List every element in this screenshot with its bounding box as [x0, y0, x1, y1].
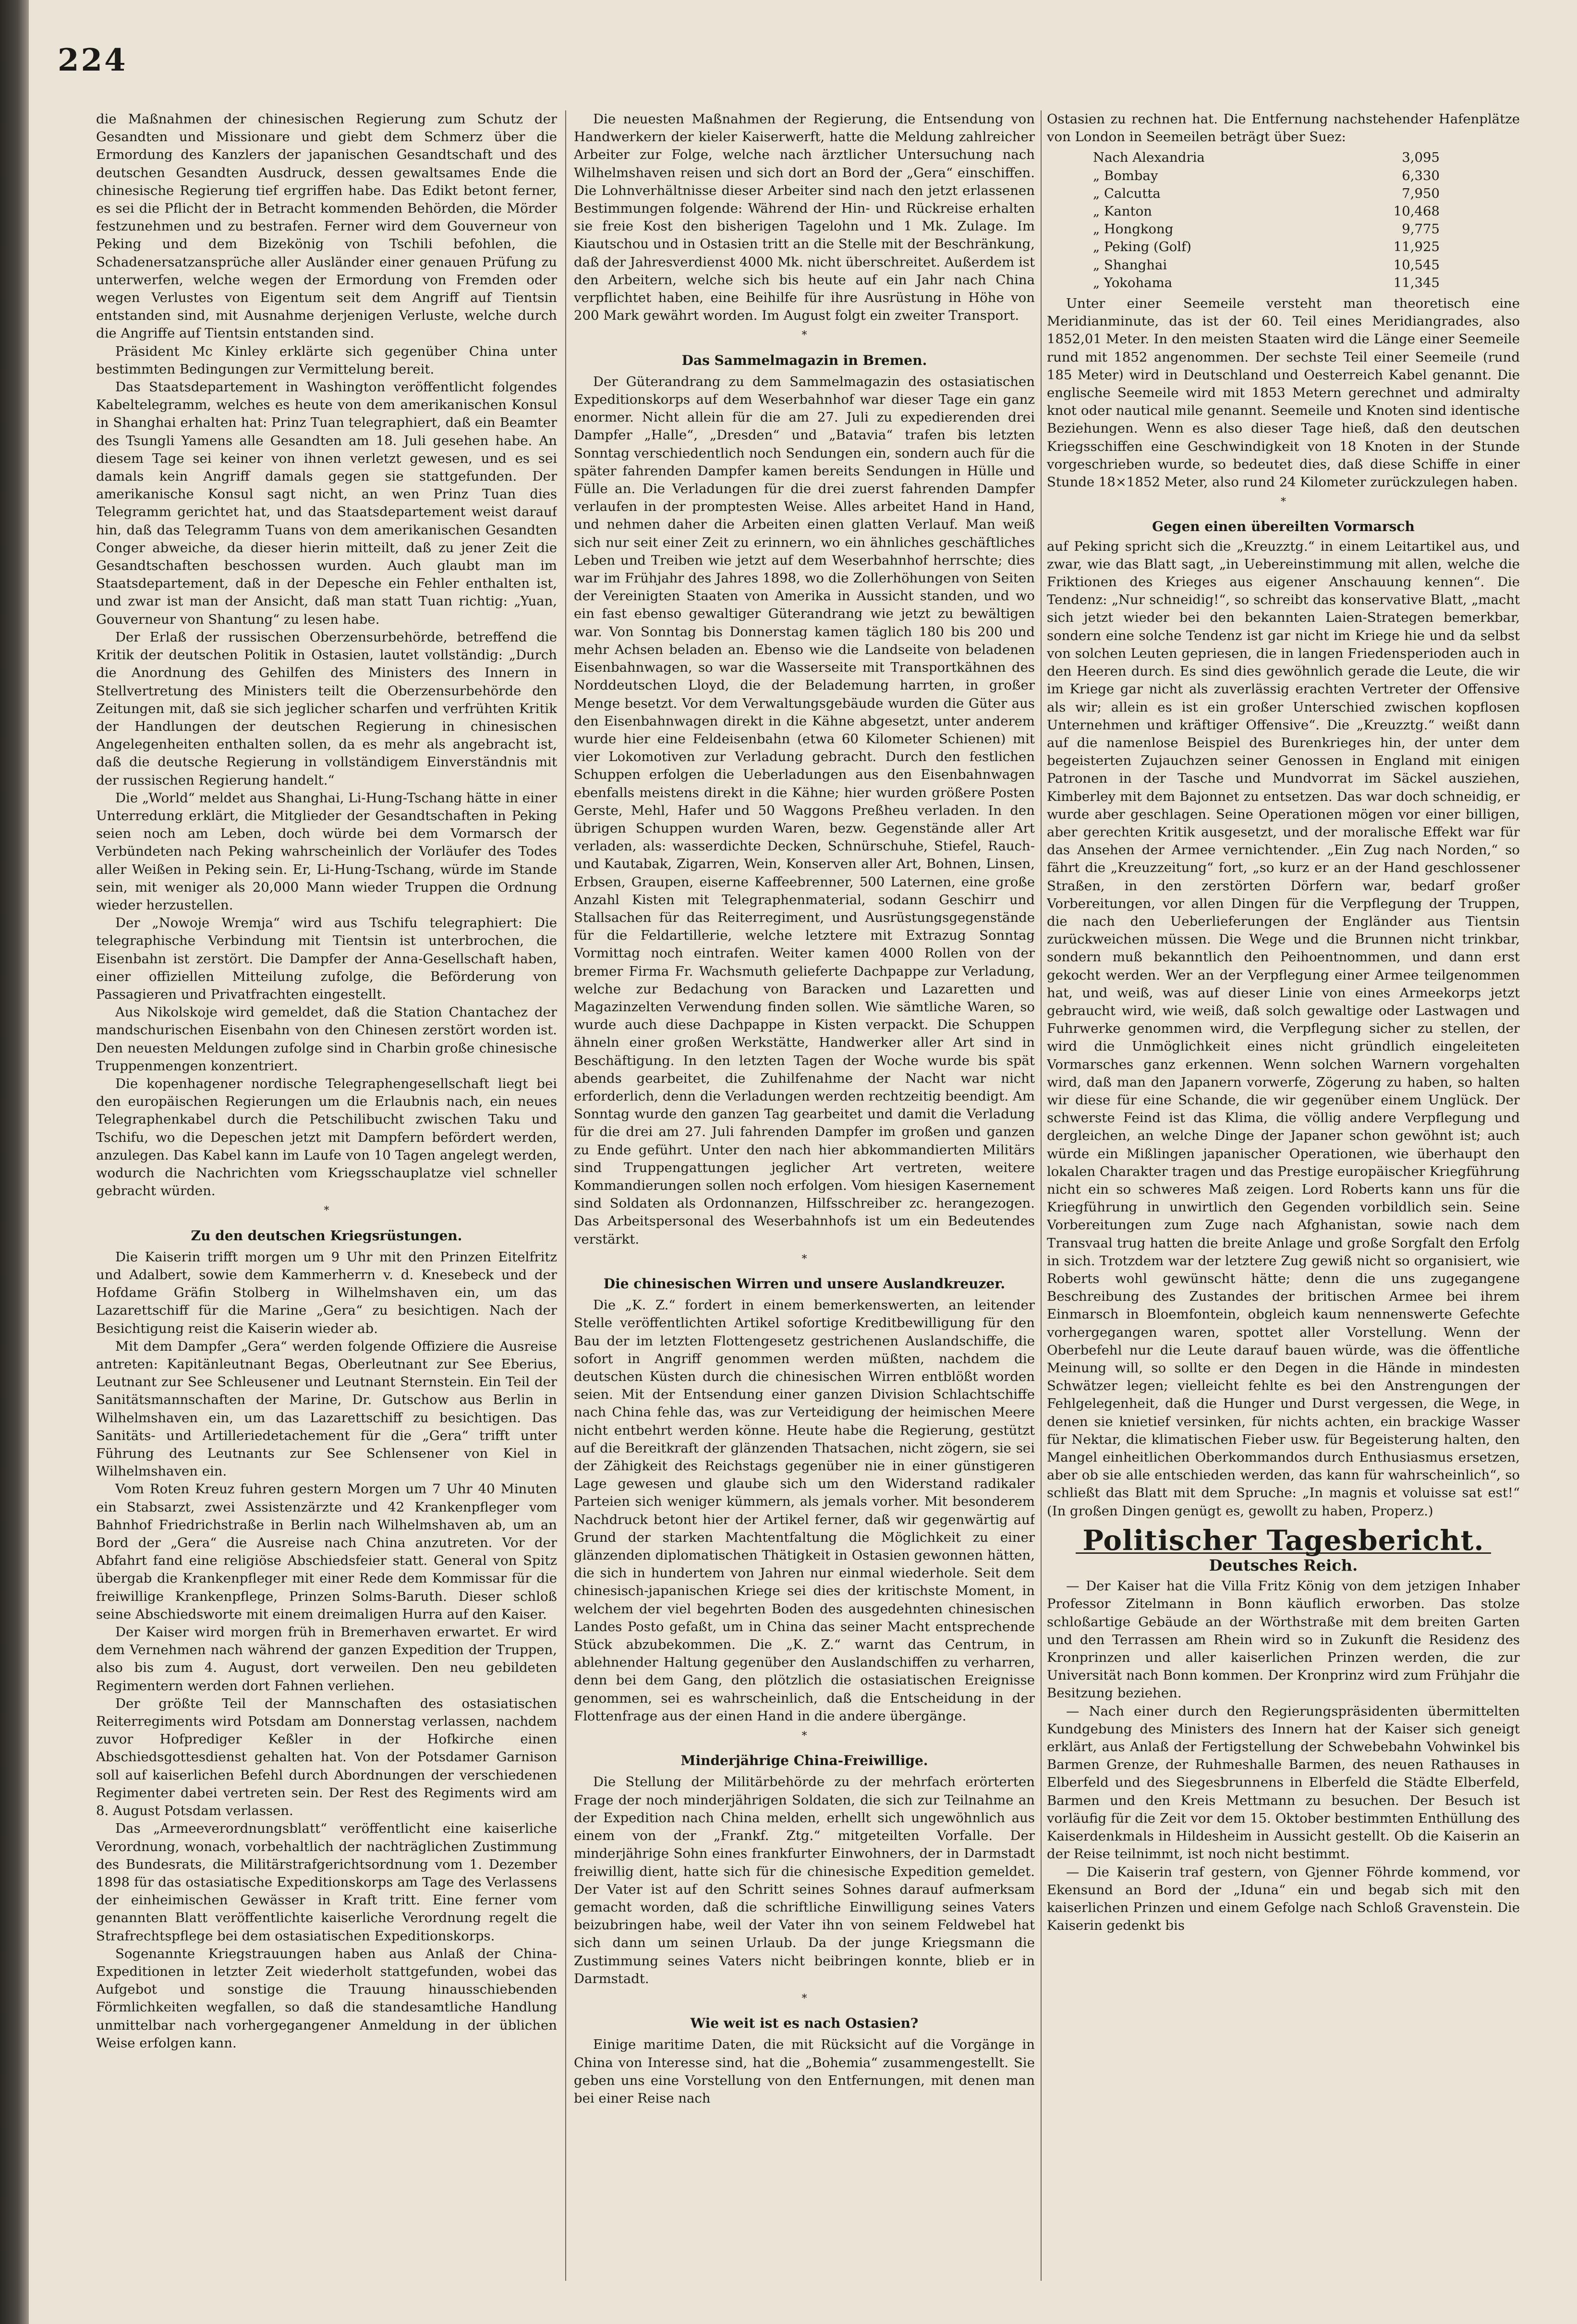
distance-row — [1090, 167, 1443, 185]
article-paragraph: Sogenannte Kriegstrauungen haben aus Anlaß der China-Expeditionen in letzter Zeit wiederholt stattgefunden, wobei das Aufgebot und sonstige die Trauung hinausschiebenden Förmlichkeiten wegfallen, so daß die standesamtliche Handlung unmittelbar nach vorhergegangener Anmeldung in der üblichen Weise erfolgen kann. — [96, 1946, 557, 2051]
article-paragraph: Das Staatsdepartement in Washington veröffentlicht folgendes Kabeltelegramm, welches es heute von dem amerikanischen Konsul in Shanghai erhalten hat: Prinz Tuan telegraphiert, daß ein Beamter des Tsungli Yamens alle Gesandten am 18. Juli gesehen habe. An diesem Tage sei keiner von ihnen verletzt gewesen, und es sei damals kein Angriff damals gegen sie stattgefunden. Der amerikanische Konsul sagt nicht, an wen Prinz Tuan dies Telegramm gerichtet hat, und das Staatsdepartement weist darauf hin, daß das Telegramm Tuans von dem amerikanischen Gesandten Conger abweiche, da dieser hierin mitteilt, daß zu jener Zeit die Gesandtschaften beschossen wurden. Auch glaubt man im Staatsdepartement, daß in der Depesche ein Fehler enthalten ist, und zwar ist man der Ansicht, daß man statt Tuan richtig: „Yuan, Gouverneur von Shantung“ zu lesen habe. — [96, 379, 557, 627]
distance-miles: 6,330 — [1402, 168, 1440, 183]
article-paragraph: Die kopenhagener nordische Telegraphengesellschaft liegt bei den europäischen Regierungen um die Erlaubnis nach, ein neues Telegraphenkabel durch die Petschilibucht zwischen Taku und Tschifu, wo die Depeschen jetzt mit Dampfern befördert werden, anzulegen. Das Kabel kann im Laufe von 10 Tagen angelegt werden, wodurch die Nachrichten vom Kriegsschauplatze viel schneller gebracht würden. — [96, 1076, 557, 1199]
article-headline: Das Sammelmagazin in Bremen. — [681, 352, 927, 368]
article-paragraph: Das „Armeeverordnungsblatt“ veröffentlicht eine kaiserliche Verordnung, wonach, vorbehaltlich der nachträglichen Zustimmung des Bundesrats, die Militärstrafgerichtsordnung vom 1. Dezember 1898 für das ostasiatische Expeditionskorps am Tage des Verlassens der einheimischen Gewässer in Kraft tritt. Eine ferner vom genannten Blatt veröffentlichte kaiserliche Verordnung regelt die Strafrechtspflege bei dem ostasiatischen Expeditionskorps. — [96, 1821, 557, 1944]
distance-table — [1090, 149, 1443, 292]
column-rule — [1041, 110, 1042, 2281]
distance-place: „ Peking (Golf) — [1093, 239, 1192, 255]
article-headline: Wie weit ist es nach Ostasien? — [690, 2015, 919, 2032]
distance-miles: 11,925 — [1393, 239, 1440, 255]
article-paragraph: Mit dem Dampfer „Gera“ werden folgende Offiziere die Ausreise antreten: Kapitänleutnant Begas, Oberleutnant zur See Eberius, Leutnant zur See Schleusener und Leutnant Sternstein. Ein Teil der Sanitätsmannschaften der Marine, Dr. Gutschow aus Berlin in Wilhelmshaven ein, um das Lazarettschiff zu besichtigen. Das Sanitäts- und Artilleriedetachement für die „Gera“ trifft unter Führung des Leutnants zur See Schlensener von Kiel in Wilhelmshaven ein. — [96, 1338, 557, 1479]
column-left — [96, 110, 557, 2300]
distance-place: Nach Alexandria — [1093, 150, 1205, 166]
distance-row — [1090, 185, 1443, 203]
article-headline: Gegen einen übereilten Vormarsch — [1152, 519, 1415, 535]
distance-row — [1090, 220, 1443, 238]
subsection-title: Deutsches Reich. — [1209, 1556, 1358, 1575]
column-rule — [565, 110, 566, 2281]
distance-miles: 9,775 — [1402, 221, 1440, 237]
column-middle — [574, 110, 1035, 2300]
section-separator-star: * — [801, 1253, 807, 1265]
article-paragraph: Der Erlaß der russischen Oberzensurbehörde, betreffend die Kritik der deutschen Politik in Ostasien, lautet vollständig: „Durch die Anordnung des Gehilfen des Ministers des Innern in Stellvertretung des Ministers teilt die Oberzensurbehörde den Zeitungen mit, daß sie sich jeglicher scharfen und verfrühten Kritik der Handlungen der deutschen Regierung in chinesischen Angelegenheiten enthalten sollen, da es mehr als angebracht ist, daß die deutsche Regierung in vollständigem Einverständnis mit der russischen Regierung handelt.“ — [96, 629, 557, 788]
distance-row — [1090, 256, 1443, 274]
distance-place: „ Kanton — [1093, 204, 1152, 219]
article-paragraph: Aus Nikolskoje wird gemeldet, daß die Station Chantachez der mandschurischen Eisenbahn von den Chinesen zerstört worden ist. Den neuesten Meldungen zufolge sind in Charbin große chinesische Truppenmengen konzentriert. — [96, 1005, 557, 1074]
distance-row — [1090, 203, 1443, 220]
distance-place: „ Shanghai — [1093, 257, 1167, 273]
section-title: Politischer Tagesbericht. — [1082, 1524, 1484, 1557]
distance-place: „ Calcutta — [1093, 185, 1161, 201]
article-paragraph: Die „K. Z.“ fordert in einem bemerkenswerten, an leitender Stelle veröffentlichten Artikel sofortige Kreditbewilligung für den Bau der im letzten Flottengesetz gestrichenen Auslandschiffe, die sofort in Angriff genommen werden müßten, nachdem die deutschen Küsten durch die chinesischen Wirren entblößt worden seien. Mit der Entsendung einer ganzen Division Schlachtschiffe nach China fehle das, was zur Verteidigung der heimischen Meere nicht entbehrt werden könne. Heute habe die Regierung, gestützt auf die Bereitkraft der glänzenden Thatsachen, nicht zögern, sie sei der Zähigkeit des Reichstags gegenüber nie in einer günstigeren Lage gewesen und glaube sich um den Widerstand radikaler Parteien sich weniger kümmern, als jemals vorher. Mit besonderem Nachdruck betont hier der Artikel ferner, daß wir gegenwärtig auf Grund der starken Machtentfaltung die Möglichkeit zu einer glänzenden diplomatischen Thätigkeit in Ostasien gewonnen hätten, die sich in hundertem von Jahren nur einmal wiederhole. Seit dem chinesisch-japanischen Kriege sei dies der kritischste Moment, in welchem der viel begehrten Boden des ausgedehnten chinesischen Landes Posto gefaßt, um in China das seiner Macht entsprechende Stück abzubekommen. Die „K. Z.“ warnt das Centrum, in ablehnender Haltung gegenüber den Auslandschiffen zu verharren, denn bei dem Gang, den plötzlich die ostasiatischen Ereignisse genommen, sei es wahrscheinlich, daß die Entscheidung in der Flottenfrage aus der einen Hand in die andere übergänge. — [574, 1297, 1035, 1724]
distance-miles: 11,345 — [1393, 275, 1440, 290]
distance-miles: 3,095 — [1402, 150, 1440, 166]
section-separator-star: * — [801, 1730, 807, 1743]
article-headline: Zu den deutschen Kriegsrüstungen. — [191, 1227, 462, 1244]
page-number: 224 — [58, 42, 128, 78]
article-paragraph: Einige maritime Daten, die mit Rücksicht auf die Vorgänge in China von Interesse sind, hat die „Bohemia“ zusammengestellt. Sie geben uns eine Vorstellung von den Entfernungen, mit denen man bei einer Reise nach — [574, 2037, 1035, 2106]
article-headline: Minderjährige China-Freiwillige. — [680, 1753, 928, 1769]
article-paragraph: Die neuesten Maßnahmen der Regierung, die Entsendung von Handwerkern der kieler Kaiserwerft, hatte die Meldung zahlreicher Arbeiter zur Folge, welche nach ärztlicher Untersuchung nach Wilhelmshaven reisen und sich dort an Bord der „Gera“ einschiffen. Die Lohnverhältnisse dieser Arbeiter sind nach den jetzt erlassenen Bestimmungen folgende: Während der Hin- und Rückreise erhalten sie freie Kost den bisherigen Tagelohn und 1 Mk. Zulage. Im Kiautschou und in Ostasien tritt an die Stelle mit der Beschränkung, daß der Jahresverdienst 4000 Mk. nicht überschreitet. Außerdem ist den Arbeitern, welche sich bis heute auf ein Jahr nach China verpflichtet haben, eine Beihilfe für ihre Ausrüstung in Höhe von 200 Mark gewährt worden. Im August folgt ein zweiter Transport. — [574, 111, 1035, 324]
article-paragraph: Die „World“ meldet aus Shanghai, Li-Hung-Tschang hätte in einer Unterredung erklärt, die Mitglieder der Gesandtschaften in Peking seien noch am Leben, doch würde bei dem Vormarsch der Verbündeten nach Peking wahrscheinlich der Vorläufer des Todes aller Weißen in Peking sein. Er, Li-Hung-Tschang, würde im Stande sein, mit weniger als 20,000 Mann wieder Truppen die Ordnung wieder herzustellen. — [96, 790, 557, 913]
article-paragraph: Die Stellung der Militärbehörde zu der mehrfach erörterten Frage der noch minderjährigen Soldaten, die sich zur Teilnahme an der Expedition nach China melden, erhellt sich ungewöhnlich aus einem von der „Frankf. Ztg.“ mitgeteilten Vorfalle. Der minderjährige Sohn eines frankfurter Einwohners, der in Darmstadt freiwillig dient, hatte sich für die chinesische Expedition gemeldet. Der Vater ist auf den Schritt seines Sohnes darauf aufmerksam gemacht worden, daß die schriftliche Einwilligung seines Vaters beizubringen habe, weil der Vater ihn von seinem Feldwebel hat sich dann um seinen Urlaub. Da der junge Kriegsmann die Zustimmung seines Vaters nicht beibringen konnte, blieb er in Darmstadt. — [574, 1774, 1035, 1986]
distance-place: „ Hongkong — [1093, 221, 1174, 237]
column-right — [1047, 110, 1520, 2300]
article-paragraph: Die Kaiserin trifft morgen um 9 Uhr mit den Prinzen Eitelfritz und Adalbert, sowie dem Kammerherrn v. d. Knesebeck und der Hofdame Gräfin Stolberg in Wilhelmshaven ein, um das Lazarettschiff für die Marine „Gera“ zu besichtigen. Nach der Besichtigung reist die Kaiserin wieder ab. — [96, 1249, 557, 1336]
section-separator-star: * — [324, 1205, 329, 1217]
distance-miles: 7,950 — [1402, 185, 1440, 201]
distance-row — [1090, 149, 1443, 167]
distance-place: „ Bombay — [1093, 168, 1158, 183]
scan-binding-edge — [0, 0, 29, 2324]
section-separator-star: * — [801, 1992, 807, 2005]
article-paragraph: — Nach einer durch den Regierungspräsidenten übermittelten Kundgebung des Ministers des Innern hat der Kaiser sich geneigt erklärt, aus Anlaß der Fertigstellung der Schwebebahn Vohwinkel bis Barmen Grenze, der Ruhmeshalle Barmen, des neuen Rathauses in Elberfeld und des Siegesbrunnens in Elberfeld die Städte Elberfeld, Barmen und den Kreis Mettmann zu besuchen. Der Besuch ist vorläufig für die Zeit vor dem 15. Oktober bestimmten Enthüllung des Kaiserdenkmals in Hildesheim in Aussicht gestellt. Ob die Kaiserin an der Reise teilnimmt, ist noch nicht bestimmt. — [1047, 1703, 1520, 1862]
article-paragraph: Präsident Mc Kinley erklärte sich gegenüber China unter bestimmten Bedingungen zur Vermittelung bereit. — [96, 343, 557, 377]
article-paragraph: Der Güterandrang zu dem Sammelmagazin des ostasiatischen Expeditionskorps auf dem Weserbahnhof war dieser Tage ein ganz enormer. Nicht allein für die am 27. Juli zu expedierenden drei Dampfer „Halle“, „Dresden“ und „Batavia“ trafen bis letzten Sonntag verschiedentlich noch Sendungen ein, sondern auch für die später fahrenden Dampfer kamen bereits Sendungen in Hülle und Fülle an. Die Verladungen für die drei zuerst fahrenden Dampfer verlaufen in der promptesten Weise. Alles arbeitet Hand in Hand, und nehmen daher die Arbeiten einen glatten Verlauf. Man weiß sich nur seit einer Zeit zu erinnern, wo ein ähnliches geschäftliches Leben und Treiben wie jetzt auf dem Weserbahnhof herrschte; dies war im Frühjahr des Jahres 1898, wo die Zollerhöhungen von Seiten der Vereinigten Staaten von Amerika in Aussicht standen, und wo ein fast ebenso gewaltiger Güterandrang wie jetzt zu bewältigen war. Von Sonntag bis Donnerstag kamen täglich 180 bis 200 und mehr Achsen beladen an. Ebenso wie die Landseite von beladenen Eisenbahnwagen, so war die Wasserseite mit Transportkähnen des Norddeutschen Lloyd, die der Belademung harrten, in großer Menge besetzt. Vor dem Verwaltungsgebäude wurden die Güter aus den Eisenbahnwagen direkt in die Kähne abgesetzt, unter anderem wurde hier eine Feldeisenbahn (etwa 60 Kilometer Schienen) mit vier Lokomotiven zur Verladung gebracht. Durch den festlichen Schuppen erfolgen die Ueberladungen aus den Eisenbahnwagen ebenfalls meistens direkt in die Kähne; hier wurden größere Posten Gerste, Mehl, Hafer und 50 Waggons Preßheu verladen. In den übrigen Schuppen wurden Waren, bezw. Gegenstände aller Art verladen, als: wasserdichte Decken, Schnürschuhe, Stiefel, Rauch- und Kautabak, Zigarren, Wein, Konserven aller Art, Bohnen, Linsen, Erbsen, Graupen, eiserne Kaffeebrenner, 500 Laternen, eine große Anzahl Kisten mit Telegraphenmaterial, sodann Geschirr und Stallsachen für das Reiterregiment, und Ausrüstungsgegenstände für die Feldartillerie, welche letztere mit Extrazug Sonntag Vormittag noch eintrafen. Weiter kamen 4000 Rollen von der bremer Firma Fr. Wachsmuth gelieferte Dachpappe zur Verladung, welche zur Bedachung von Baracken und Lazaretten und Magazinzelten Verwendung finden sollen. Wie sämtliche Waren, so wurde auch diese Dachpappe in Kisten verpackt. Die Schuppen ähneln einer großen Werkstätte, Handwerker aller Art sind in Beschäftigung. In den letzten Tagen der Woche wurde bis spät abends gearbeitet, die Zuhilfenahme der Nacht war nicht erforderlich, denn die Verladungen werden rechtzeitig beendigt. Am Sonntag wurde den ganzen Tag gearbeitet und damit die Verladung für die drei am 27. Juli fahrenden Dampfer im großen und ganzen zu Ende geführt. Unter den nach hier abkommandierten Militärs sind Truppengattungen jeglicher Art vertreten, weitere Kommandierungen sollen noch erfolgen. Vom hiesigen Kasernement sind Soldaten als Ordonnanzen, Hilfsschreiber zc. herangezogen. Das Arbeitspersonal des Weserbahnhofs ist um ein Bedeutendes verstärkt. — [574, 374, 1035, 1247]
article-paragraph: Unter einer Seemeile versteht man theoretisch eine Meridianminute, das ist der 60. Teil eines Meridiangrades, also 1852,01 Meter. In den meisten Staaten wird die Länge einer Seemeile rund mit 1852 angenommen. Der sechste Teil einer Seemeile (rund 185 Meter) wird in Deutschland und Oesterreich Kabel genannt. Die englische Seemeile wird mit 1853 Metern gerechnet und admiralty knot oder nautical mile genannt. Seemeile und Knoten sind identische Beziehungen. Wenn es also dieser Tage hieß, daß den deutschen Kriegsschiffen eine Geschwindigkeit von 18 Knoten in der Stunde vorgeschrieben wurde, so bedeutet dies, daß diese Schiffe in einer Stunde 18×1852 Meter, also rund 24 Kilometer zurückzulegen haben. — [1047, 296, 1520, 490]
article-paragraph: die Maßnahmen der chinesischen Regierung zum Schutz der Gesandten und Missionare und giebt dem Schmerz über die Ermordung des Kanzlers der japanischen Gesandtschaft und des deutschen Gesandten Ausdruck, dessen gewaltsames Ende die chinesische Regierung tief ergriffen habe. Das Edikt betont ferner, es sei die Pflicht der in Betracht kommenden Behörden, die Mörder festzunehmen und zu bestrafen. Ferner wird dem Gouverneur von Peking und dem Bizekönig von Tschili befohlen, die Schadenersatzansprüche aller Ausländer einer genauen Prüfung zu unterwerfen, welche wegen der Ermordung von Fremden oder wegen Verlustes von Eigentum seit dem Angriff auf Tientsin entstanden sind, mit Ausnahme derjenigen Verluste, welche durch die Angriffe auf Tientsin entstanden sind. — [96, 111, 557, 341]
article-paragraph: Ostasien zu rechnen hat. Die Entfernung nachstehender Hafenplätze von London in Seemeilen beträgt über Suez: — [1047, 111, 1520, 145]
article-paragraph: auf Peking spricht sich die „Kreuzztg.“ in einem Leitartikel aus, und zwar, wie das Blatt sagt, „in Uebereinstimmung mit allen, welche die Friktionen des Krieges aus eigener Anschauung kennen“. Die Tendenz: „Nur schneidig!“, so schreibt das konservative Blatt, „macht sich jetzt wieder bei den bekannten Laien-Strategen bemerkbar, sondern eine solche Tendenz ist gar nicht im Kriege hie und da selbst von solchen Leuten gepriesen, die in langen Friedensperioden auch in den Heeren durch. Es sind dies gewöhnlich gerade die Leute, die wir im Kriege gar nicht als zuverlässig erachten Vertreter der Offensive als wir; allein es ist ein großer Unterschied zwischen kopflosen Unternehmen und kräftiger Offensive“. Die „Kreuzztg.“ weißt dann auf die namenlose Beispiel des Burenkrieges hin, der unter dem begeisterten Zujauchzen seiner Genossen in England mit einigen Patronen in der Tasche und Mundvorrat im Säckel ausziehen, Kimberley mit dem Bajonnet zu entsetzen. Das war doch schneidig, er wurde aber geschlagen. Seine Operationen mögen vor einer billigen, aber gerechten Kritik ausgesetzt, und der moralische Effekt war für das Ansehen der Armee vernichtender. „Ein Zug nach Norden,“ so fährt die „Kreuzzeitung“ fort, „so kurz er an der Hand geschlossener Straßen, in den zerstörten Dörfern war, bedarf großer Vorbereitungen, vor allen Dingen für die Verpflegung der Truppen, die nach den Ueberlieferungen der Engländer aus Tientsin zurückweichen müssen. Die Wege und die Brunnen nicht trinkbar, sondern muß bekanntlich den Peihoentnommen, und dann erst gekocht werden. Wer an der Verpflegung einer Armee teilgenommen hat, und weiß, was auf dieser Linie von eines Armeekorps jetzt gebraucht wird, wie weiß, daß solch gewaltige oder Lastwagen und Fuhrwerke genommen wird, die Verpflegung sicher zu stellen, der wird die Unmöglichkeit eines nicht gründlich eingeleiteten Vormarsches ganz erkennen. Wenn solchen Warnern vorgehalten wird, daß man den Japanern vorwerfe, Zögerung zu haben, so halten wir diese für eine Schande, die wir gegenüber einem Unglück. Der schwerste Feind ist das Klima, die völlig andere Verpflegung und dergleichen, an welche Dinge der Japaner schon gewöhnt ist; auch würde ein Mißlingen japanischer Operationen, wie überhaupt den lokalen Charakter tragen und das Prestige europäischer Kriegführung nicht ein so schweres Maß zeigen. Lord Roberts kann uns für die Kriegführung in unwirtlich den Gegenden vorbildlich sein. Seine Vorbereitungen zum Zuge nach Afghanistan, sowie nach dem Transvaal trug hatten die breite Anlage und große Sorgfalt den Erfolg in sich. Trotzdem war der letztere Zug gewiß nicht so organisiert, wie Roberts wohl gewünscht hätte; denn die uns zugegangene Beschreibung des Zustandes der britischen Armee bei ihrem Einmarsch in Bloemfontein, obgleich kaum nennenswerte Gefechte vorhergegangen waren, spottet aller Vorstellung. Wenn der Oberbefehl nur die Leute darauf bauen würde, was die öffentliche Meinung will, so sollte er den Degen in die Hände in mindesten Schwätzer legen; vielleicht fehlte es bei den Anstrengungen der Fehlgelegenheit, daß die Hunger und Durst vergessen, die Wege, in denen sie knietief versinken, für nichts achten, ein brackige Wasser für Nektar, die klimatischen Fieber usw. für Begeisterung halten, den Mangel einheitlichen Oberkommandos durch Enthusiasmus ersetzen, aber ob sie alle entschieden werden, das kann für wahrscheinlich“, so schließt das Blatt mit dem Spruche: „In magnis et voluisse sat est!“ (In großen Dingen genügt es, gewollt zu haben, Properz.) — [1047, 538, 1520, 1519]
distance-row — [1090, 238, 1443, 256]
article-paragraph: Der Kaiser wird morgen früh in Bremerhaven erwartet. Er wird dem Vernehmen nach während der ganzen Expedition der Truppen, also bis zum 4. August, dort verweilen. Den neu gebildeten Regimentern werden dort Fahnen verliehen. — [96, 1624, 557, 1694]
distance-row — [1090, 274, 1443, 292]
article-paragraph: — Die Kaiserin traf gestern, von Gjenner Föhrde kommend, vor Ekensund an Bord der „Iduna“ ein und begab sich mit den kaiserlichen Prinzen und einem Gefolge nach Schloß Gravenstein. Die Kaiserin gedenkt bis — [1047, 1864, 1520, 1934]
section-separator-star: * — [1281, 496, 1286, 508]
distance-miles: 10,468 — [1393, 204, 1440, 219]
section-separator-star: * — [801, 329, 807, 342]
distance-miles: 10,545 — [1393, 257, 1440, 273]
article-paragraph: Der „Nowoje Wremja“ wird aus Tschifu telegraphiert: Die telegraphische Verbindung mit Tientsin ist unterbrochen, die Eisenbahn ist zerstört. Die Dampfer der Anna-Gesellschaft haben, einer offiziellen Mitteilung zufolge, die Beförderung von Passagieren und Privatfrachten eingestellt. — [96, 915, 557, 1002]
distance-place: „ Yokohama — [1093, 275, 1173, 290]
article-paragraph: Vom Roten Kreuz fuhren gestern Morgen um 7 Uhr 40 Minuten ein Stabsarzt, zwei Assistenzärzte und 42 Krankenpfleger vom Bahnhof Friedrichstraße in Berlin nach Wilhelmshaven ab, um an Bord der „Gera“ die Ausreise nach China anzutreten. Vor der Abfahrt fand eine religiöse Abschiedsfeier statt. General von Spitz übergab die Krankenpfleger mit einer Rede dem Kommissar für die freiwillige Krankenpflege, Prinzen Solms-Baruth. Dieser schloß seine Abschiedsworte mit einem dreimaligen Hurra auf den Kaiser. — [96, 1481, 557, 1622]
article-paragraph: — Der Kaiser hat die Villa Fritz König von dem jetzigen Inhaber Professor Zitelmann in Bonn käuflich erworben. Das stolze schloßartige Gebäude an der Wörthstraße mit dem breiten Garten und den Terrassen am Rhein wird so in Zukunft die Residenz des Kronprinzen und aller kaiserlichen Prinzen werden, die zur Universität nach Bonn kommen. Der Kronprinz wird zum Frühjahr die Besitzung beziehen. — [1047, 1578, 1520, 1701]
article-headline: Die chinesischen Wirren und unsere Auslandkreuzer. — [603, 1276, 1006, 1292]
article-paragraph: Der größte Teil der Mannschaften des ostasiatischen Reiterregiments wird Potsdam am Donnerstag verlassen, nachdem zuvor Hofprediger Keßler in der Hofkirche einen Abschiedsgottesdienst gehalten hat. Von der Potsdamer Garnison soll auf kaiserlichen Befehl durch Abordnungen der verschiedenen Regimenter dabei vertreten sein. Der Rest des Regiments wird am 8. August Potsdam verlassen. — [96, 1695, 557, 1819]
